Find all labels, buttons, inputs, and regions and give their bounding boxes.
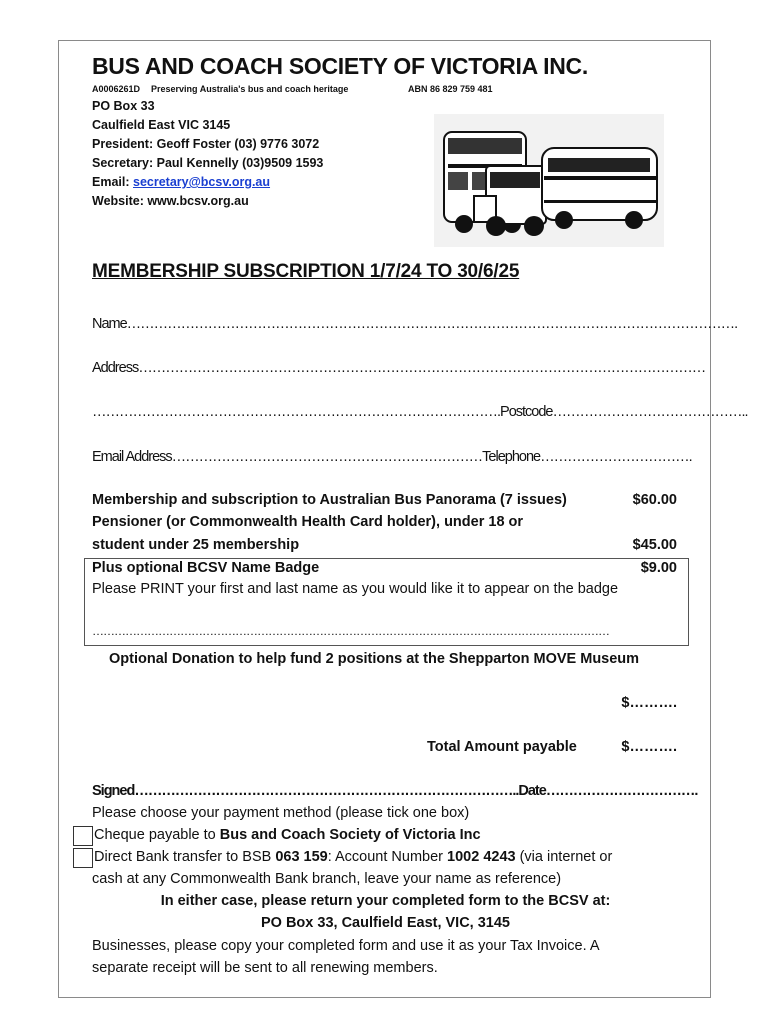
total-label: Total Amount payable (427, 739, 577, 755)
postcode-field[interactable]: ……………………………………………………………………………….Postcode…………………………………….. (92, 404, 748, 420)
bank-line-2: cash at any Commonwealth Bank branch, leave your name as reference) (92, 871, 562, 887)
cheque-payee: Bus and Coach Society of Victoria Inc (219, 827, 481, 843)
bsb-number: 063 159 (275, 849, 328, 865)
business-line-1: Businesses, please copy your completed form and use it as your Tax Invoice. A (92, 938, 600, 954)
bank-prefix: Direct Bank transfer to BSB (94, 849, 276, 865)
membership-label: Membership and subscription to Australian Bus Panorama (7 issues) (92, 492, 567, 508)
bank-suffix: (via internet or (515, 849, 613, 865)
email-link[interactable]: secretary@bcsv.org.au (133, 175, 271, 189)
bus-illustration (434, 114, 664, 247)
donation-amount[interactable]: $………. (621, 695, 677, 711)
email-row (92, 175, 270, 189)
badge-label: Plus optional BCSV Name Badge (92, 560, 320, 576)
pensioner-label-2: student under 25 membership (92, 537, 300, 553)
donation-label: Optional Donation to help fund 2 positions at the Shepparton MOVE Museum (109, 651, 640, 667)
pensioner-price: $45.00 (632, 537, 677, 553)
membership-price: $60.00 (632, 492, 677, 508)
form-heading: MEMBERSHIP SUBSCRIPTION 1/7/24 TO 30/6/25 (92, 261, 520, 282)
email-label: Email: (92, 175, 133, 189)
badge-name-field[interactable]: …………………………………………………………………………………………………………………………… (92, 624, 609, 638)
payment-intro: Please choose your payment method (please tick one box) (92, 805, 470, 821)
cheque-checkbox[interactable] (73, 826, 93, 846)
return-line-2: PO Box 33, Caulfield East, VIC, 3145 (260, 915, 510, 931)
secretary: Secretary: Paul Kennelly (03)9509 1593 (92, 156, 324, 170)
email-telephone-field[interactable]: Email Address……………………………………………………………Telephone……………………………. (92, 449, 692, 465)
bank-mid: : Account Number (327, 849, 448, 865)
name-field[interactable]: Name………………………………………………………………………………………………………………………. (92, 316, 738, 332)
reg-number: A0006261D (92, 84, 141, 94)
badge-price: $9.00 (640, 560, 677, 576)
suburb: Caulfield East VIC 3145 (92, 118, 231, 132)
bank-transfer-checkbox[interactable] (73, 848, 93, 868)
address-field[interactable]: Address……………………………………………………………………………………………………………… (92, 360, 706, 376)
return-line-1: In either case, please return your completed form to the BCSV at: (160, 893, 611, 909)
business-line-2: separate receipt will be sent to all renewing members. (92, 960, 438, 976)
signature-date-field[interactable]: Signed…………………………………………………………………………..Date……………………………. (92, 783, 698, 799)
cheque-prefix: Cheque payable to (94, 827, 220, 843)
cheque-option (94, 827, 481, 843)
account-number: 1002 4243 (447, 849, 516, 865)
bank-transfer-option (94, 849, 612, 865)
pensioner-label-1: Pensioner (or Commonwealth Health Card holder), under 18 or (92, 514, 524, 530)
form-page (58, 40, 748, 998)
abn: ABN 86 829 759 481 (408, 84, 493, 94)
total-amount[interactable]: $………. (621, 739, 677, 755)
badge-instruction: Please PRINT your first and last name as you would like it to appear on the badge (92, 581, 619, 597)
po-box: PO Box 33 (92, 99, 155, 113)
website: Website: www.bcsv.org.au (92, 194, 249, 208)
org-title: BUS AND COACH SOCIETY OF VICTORIA INC. (92, 53, 588, 79)
tagline: Preserving Australia's bus and coach heritage (151, 84, 349, 94)
president: President: Geoff Foster (03) 9776 3072 (92, 137, 320, 151)
